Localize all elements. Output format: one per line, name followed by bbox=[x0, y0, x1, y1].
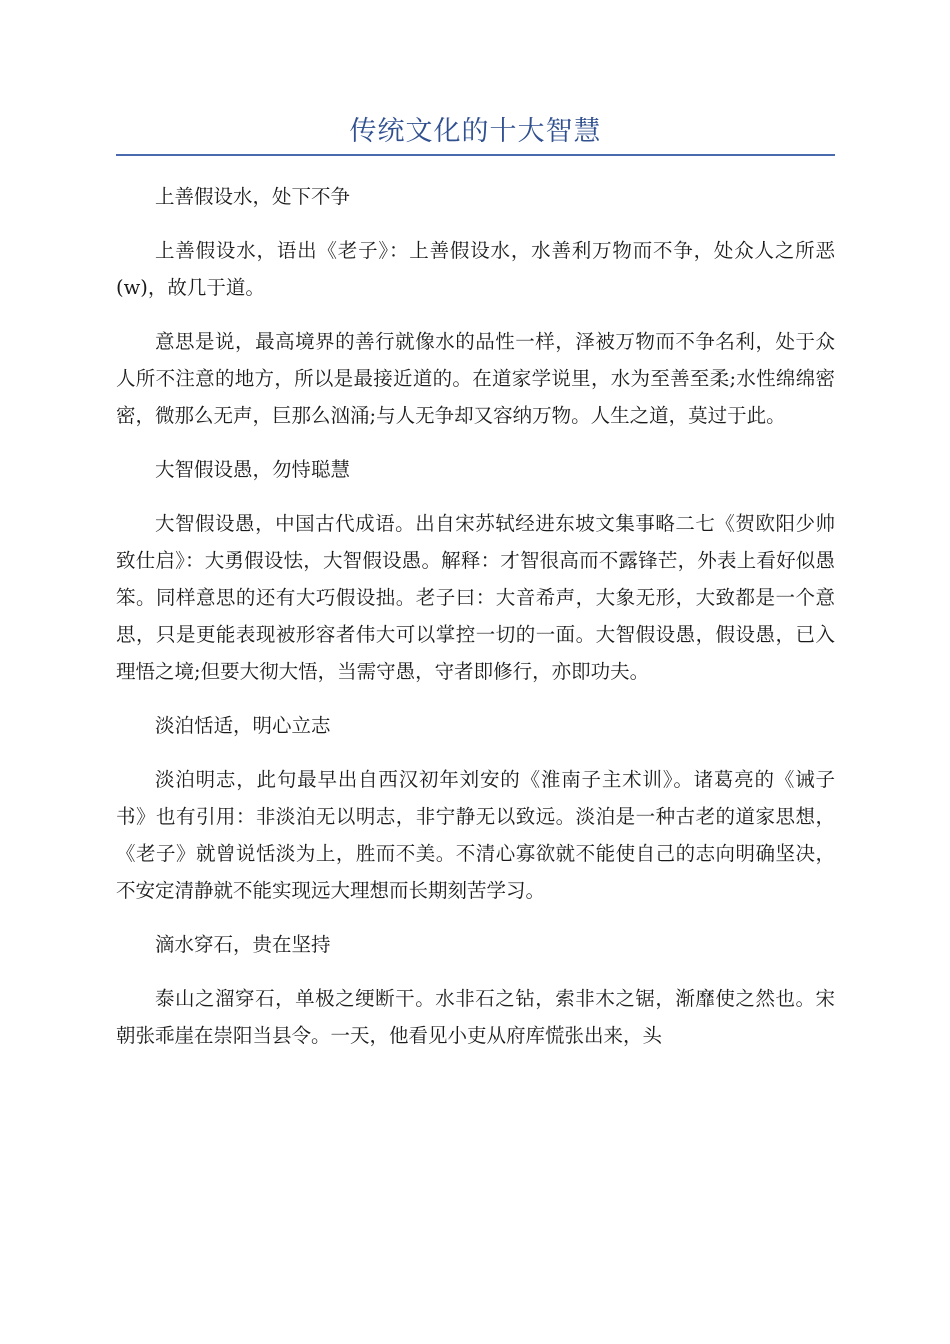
paragraph: 泰山之溜穿石，单极之绠断干。水非石之钻，索非木之锯，渐靡使之然也。宋朝张乖崖在崇阳当县令。一天，他看见小吏从府库慌张出来，头 bbox=[116, 987, 835, 1047]
document-body bbox=[116, 178, 835, 1054]
document-page bbox=[116, 0, 835, 1071]
paragraph: 淡泊明志，此句最早出自西汉初年刘安的《淮南子主术训》。诸葛亮的《诫子书》也有引用：非淡泊无以明志，非宁静无以致远。淡泊是一种古老的道家思想，《老子》就曾说恬淡为上，胜而不美。不清心寡欲就不能使自己的志向明确坚决，不安定清静就不能实现远大理想而长期刻苦学习。 bbox=[116, 768, 835, 902]
paragraph: 上善假设水，语出《老子》：上善假设水，水善利万物而不争，处众人之所恶(w)，故几于道。 bbox=[116, 239, 835, 299]
section-heading-tranquility: 淡泊恬适，明心立志 bbox=[155, 714, 331, 737]
paragraph: 大智假设愚，中国古代成语。出自宋苏轼经进东坡文集事略二七《贺欧阳少帅致仕启》：大勇假设怯，大智假设愚。解释：才智很高而不露锋芒，外表上看好似愚笨。同样意思的还有大巧假设拙。老子曰：大音希声，大象无形，大致都是一个意思，只是更能表现被形容者伟大可以掌控一切的一面。大智假设愚，假设愚，已入理悟之境;但要大彻大悟，当需守愚，守者即修行，亦即功夫。 bbox=[116, 512, 835, 683]
title-underline bbox=[116, 154, 835, 156]
paragraph: 意思是说，最高境界的善行就像水的品性一样，泽被万物而不争名利，处于众人所不注意的地方，所以是最接近道的。在道家学说里，水为至善至柔;水性绵绵密密，微那么无声，巨那么汹涌;与人无争却又容纳万物。人生之道，莫过于此。 bbox=[116, 330, 835, 427]
section-heading-persistence: 滴水穿石，贵在坚持 bbox=[155, 933, 331, 956]
document-title: 传统文化的十大智慧 bbox=[349, 116, 602, 147]
section-heading-wisdom: 大智假设愚，勿恃聪慧 bbox=[155, 458, 351, 481]
section-heading-water: 上善假设水，处下不争 bbox=[155, 185, 351, 208]
